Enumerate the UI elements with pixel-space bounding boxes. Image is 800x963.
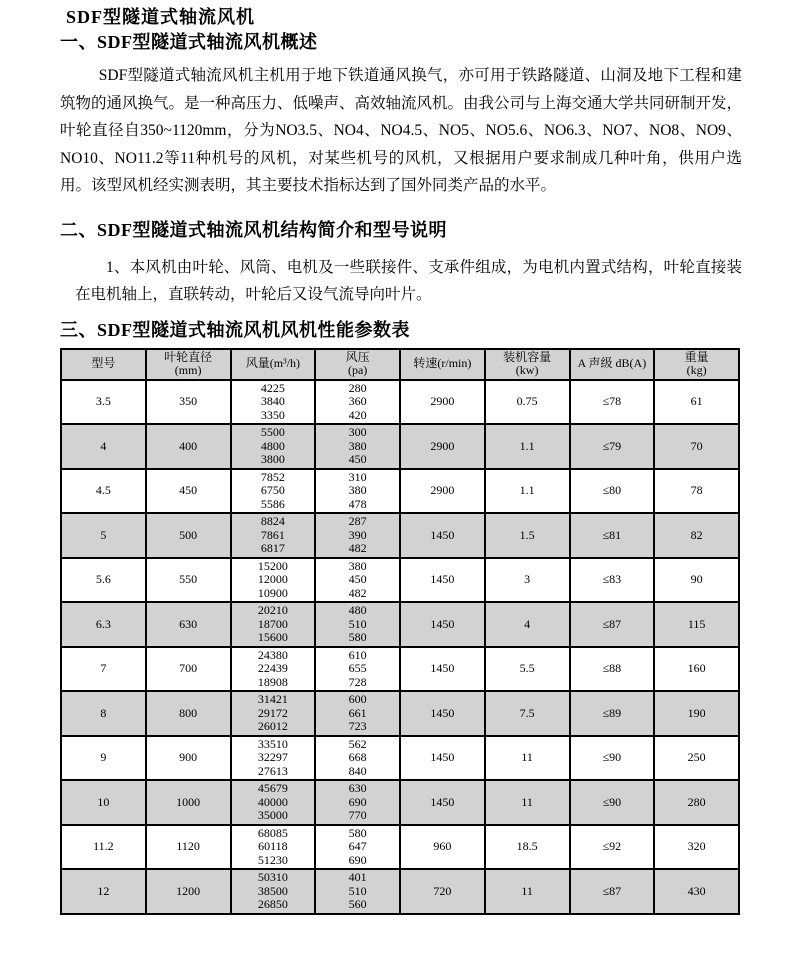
cell-diameter: 800 — [146, 691, 231, 736]
column-header-noise: A 声级 dB(A) — [570, 349, 655, 380]
cell-flow: 7852 6750 5586 — [231, 469, 316, 514]
cell-noise: ≤88 — [570, 647, 655, 692]
cell-flow: 4225 3840 3350 — [231, 380, 316, 425]
cell-speed: 1450 — [400, 780, 485, 825]
cell-speed: 720 — [400, 869, 485, 914]
cell-noise: ≤81 — [570, 513, 655, 558]
cell-noise: ≤89 — [570, 691, 655, 736]
cell-flow: 5500 4800 3800 — [231, 424, 316, 469]
section-1-heading: 一、SDF型隧道式轴流风机概述 — [60, 32, 318, 52]
cell-weight: 115 — [654, 602, 739, 647]
cell-pressure: 300 380 450 — [315, 424, 400, 469]
cell-noise: ≤87 — [570, 869, 655, 914]
cell-pressure: 280 360 420 — [315, 380, 400, 425]
table-row-model-10 — [61, 780, 739, 825]
cell-capacity: 0.75 — [485, 380, 570, 425]
cell-weight: 70 — [654, 424, 739, 469]
table-row-model-12 — [61, 869, 739, 914]
table-row-model-9 — [61, 736, 739, 781]
cell-weight: 90 — [654, 558, 739, 603]
cell-diameter: 450 — [146, 469, 231, 514]
cell-diameter: 550 — [146, 558, 231, 603]
cell-pressure: 480 510 580 — [315, 602, 400, 647]
cell-diameter: 350 — [146, 380, 231, 425]
cell-noise: ≤87 — [570, 602, 655, 647]
cell-model: 7 — [61, 647, 146, 692]
column-header-flow: 风量(m³/h) — [231, 349, 316, 380]
cell-flow: 33510 32297 27613 — [231, 736, 316, 781]
cell-noise: ≤90 — [570, 780, 655, 825]
cell-pressure: 401 510 560 — [315, 869, 400, 914]
section-3-heading: 三、SDF型隧道式轴流风机风机性能参数表 — [60, 319, 411, 340]
cell-diameter: 700 — [146, 647, 231, 692]
cell-weight: 190 — [654, 691, 739, 736]
cell-model: 5 — [61, 513, 146, 558]
cell-capacity: 3 — [485, 558, 570, 603]
cell-model: 9 — [61, 736, 146, 781]
section-1-paragraph: SDF型隧道式轴流风机主机用于地下铁道通风换气，亦可用于铁路隧道、山洞及地下工程和建筑物的通风换气。是一种高压力、低噪声、高效轴流风机。由我公司与上海交通大学共同研制开发，叶轮直径自350~1120mm，分为NO3.5、NO4、NO4.5、NO5、NO5.6、NO6.3、NO7、NO8、NO9、NO10、NO11.2等11种机号的风机，对某些机号的风机，又根据用户要求制成几种叶角，供用户选用。该型风机经实测表明，其主要技术指标达到了国外同类产品的水平。 — [60, 67, 743, 194]
cell-diameter: 1120 — [146, 825, 231, 870]
table-head — [61, 349, 739, 380]
column-header-capacity: 装机容量 (kw) — [485, 349, 570, 380]
cell-model: 5.6 — [61, 558, 146, 603]
cell-model: 11.2 — [61, 825, 146, 870]
performance-table — [60, 348, 740, 915]
cell-model: 8 — [61, 691, 146, 736]
cell-pressure: 610 655 728 — [315, 647, 400, 692]
cell-speed: 1450 — [400, 647, 485, 692]
cell-flow: 68085 60118 51230 — [231, 825, 316, 870]
document-title: SDF型隧道式轴流风机 — [66, 7, 256, 27]
cell-weight: 61 — [654, 380, 739, 425]
cell-speed: 2900 — [400, 469, 485, 514]
cell-noise: ≤92 — [570, 825, 655, 870]
cell-speed: 1450 — [400, 513, 485, 558]
table-header-row — [61, 349, 739, 380]
table-row-model-7 — [61, 647, 739, 692]
cell-model: 3.5 — [61, 380, 146, 425]
table-row-model-5 — [61, 513, 739, 558]
cell-capacity: 18.5 — [485, 825, 570, 870]
cell-speed: 1450 — [400, 691, 485, 736]
section-2-heading: 二、SDF型隧道式轴流风机结构简介和型号说明 — [60, 219, 448, 240]
cell-capacity: 11 — [485, 736, 570, 781]
column-header-model: 型号 — [61, 349, 146, 380]
cell-model: 4 — [61, 424, 146, 469]
cell-speed: 2900 — [400, 380, 485, 425]
cell-diameter: 1000 — [146, 780, 231, 825]
cell-speed: 1450 — [400, 602, 485, 647]
cell-diameter: 500 — [146, 513, 231, 558]
cell-flow: 24380 22439 18908 — [231, 647, 316, 692]
cell-capacity: 4 — [485, 602, 570, 647]
cell-pressure: 630 690 770 — [315, 780, 400, 825]
cell-flow: 20210 18700 15600 — [231, 602, 316, 647]
table-row-model-4 — [61, 424, 739, 469]
cell-noise: ≤80 — [570, 469, 655, 514]
cell-flow: 45679 40000 35000 — [231, 780, 316, 825]
table-row-model-4.5 — [61, 469, 739, 514]
cell-model: 12 — [61, 869, 146, 914]
table-body — [61, 380, 739, 914]
table-row-model-11.2 — [61, 825, 739, 870]
cell-capacity: 11 — [485, 869, 570, 914]
column-header-weight: 重量 (kg) — [654, 349, 739, 380]
cell-pressure: 310 380 478 — [315, 469, 400, 514]
cell-model: 6.3 — [61, 602, 146, 647]
cell-flow: 31421 29172 26012 — [231, 691, 316, 736]
cell-noise: ≤83 — [570, 558, 655, 603]
cell-weight: 320 — [654, 825, 739, 870]
table-row-model-5.6 — [61, 558, 739, 603]
cell-pressure: 600 661 723 — [315, 691, 400, 736]
table-row-model-6.3 — [61, 602, 739, 647]
cell-capacity: 5.5 — [485, 647, 570, 692]
cell-pressure: 580 647 690 — [315, 825, 400, 870]
cell-noise: ≤78 — [570, 380, 655, 425]
cell-capacity: 1.5 — [485, 513, 570, 558]
column-header-diameter: 叶轮直径 (mm) — [146, 349, 231, 380]
cell-capacity: 11 — [485, 780, 570, 825]
cell-weight: 82 — [654, 513, 739, 558]
cell-speed: 1450 — [400, 736, 485, 781]
cell-speed: 2900 — [400, 424, 485, 469]
column-header-pressure: 风压 (pa) — [315, 349, 400, 380]
cell-model: 10 — [61, 780, 146, 825]
table-row-model-3.5 — [61, 380, 739, 425]
cell-diameter: 1200 — [146, 869, 231, 914]
column-header-speed: 转速(r/min) — [400, 349, 485, 380]
cell-noise: ≤79 — [570, 424, 655, 469]
cell-flow: 15200 12000 10900 — [231, 558, 316, 603]
cell-capacity: 7.5 — [485, 691, 570, 736]
cell-diameter: 900 — [146, 736, 231, 781]
cell-diameter: 630 — [146, 602, 231, 647]
cell-pressure: 562 668 840 — [315, 736, 400, 781]
cell-speed: 960 — [400, 825, 485, 870]
cell-pressure: 380 450 482 — [315, 558, 400, 603]
cell-capacity: 1.1 — [485, 424, 570, 469]
cell-weight: 250 — [654, 736, 739, 781]
cell-capacity: 1.1 — [485, 469, 570, 514]
cell-noise: ≤90 — [570, 736, 655, 781]
cell-flow: 8824 7861 6817 — [231, 513, 316, 558]
cell-flow: 50310 38500 26850 — [231, 869, 316, 914]
cell-weight: 160 — [654, 647, 739, 692]
cell-diameter: 400 — [146, 424, 231, 469]
table-row-model-8 — [61, 691, 739, 736]
cell-speed: 1450 — [400, 558, 485, 603]
cell-pressure: 287 390 482 — [315, 513, 400, 558]
cell-model: 4.5 — [61, 469, 146, 514]
cell-weight: 280 — [654, 780, 739, 825]
section-2-paragraph: 1、本风机由叶轮、风筒、电机及一些联接件、支承件组成，为电机内置式结构，叶轮直接装在电机轴上，直联转动，叶轮后又设气流导向叶片。 — [75, 258, 742, 303]
cell-weight: 78 — [654, 469, 739, 514]
cell-weight: 430 — [654, 869, 739, 914]
